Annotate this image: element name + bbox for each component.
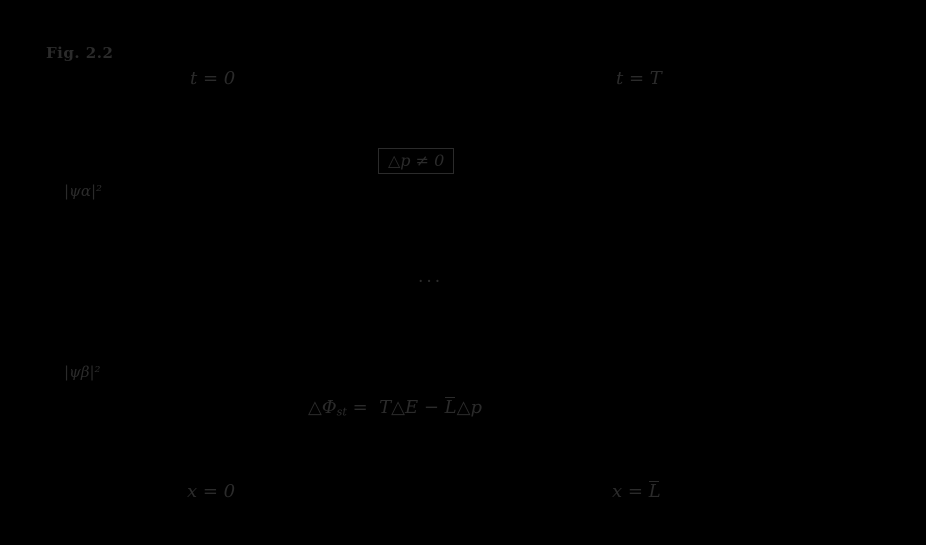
phase-equation-equals: = [352, 397, 368, 418]
psi-alpha-density-label: |ψα|² [64, 182, 103, 200]
phase-equation-term-two-rest: △p [456, 397, 482, 418]
phase-equation-lhs-symbol: △Φ [308, 397, 337, 418]
x-end-overline-symbol: L [648, 481, 661, 502]
phase-equation-lhs-subscript: st [336, 405, 347, 419]
psi-beta-density-label: |ψβ|² [64, 363, 101, 381]
time-start-label: t = 0 [190, 68, 236, 89]
x-end-label [612, 483, 661, 501]
x-end-prefix: x = [612, 481, 643, 502]
ellipsis-marker: ··· [418, 272, 444, 292]
x-start-label: x = 0 [187, 481, 236, 502]
phase-equation-term-two-overline: L [444, 397, 457, 418]
phase-equation-minus: − [423, 397, 439, 418]
phase-equation-term-one: T△E [379, 397, 419, 418]
figure-caption: Fig. 2.2 [46, 44, 114, 62]
momentum-difference-box: △p ≠ 0 [378, 148, 454, 174]
time-end-label: t = T [616, 68, 662, 89]
phase-equation [308, 399, 482, 418]
